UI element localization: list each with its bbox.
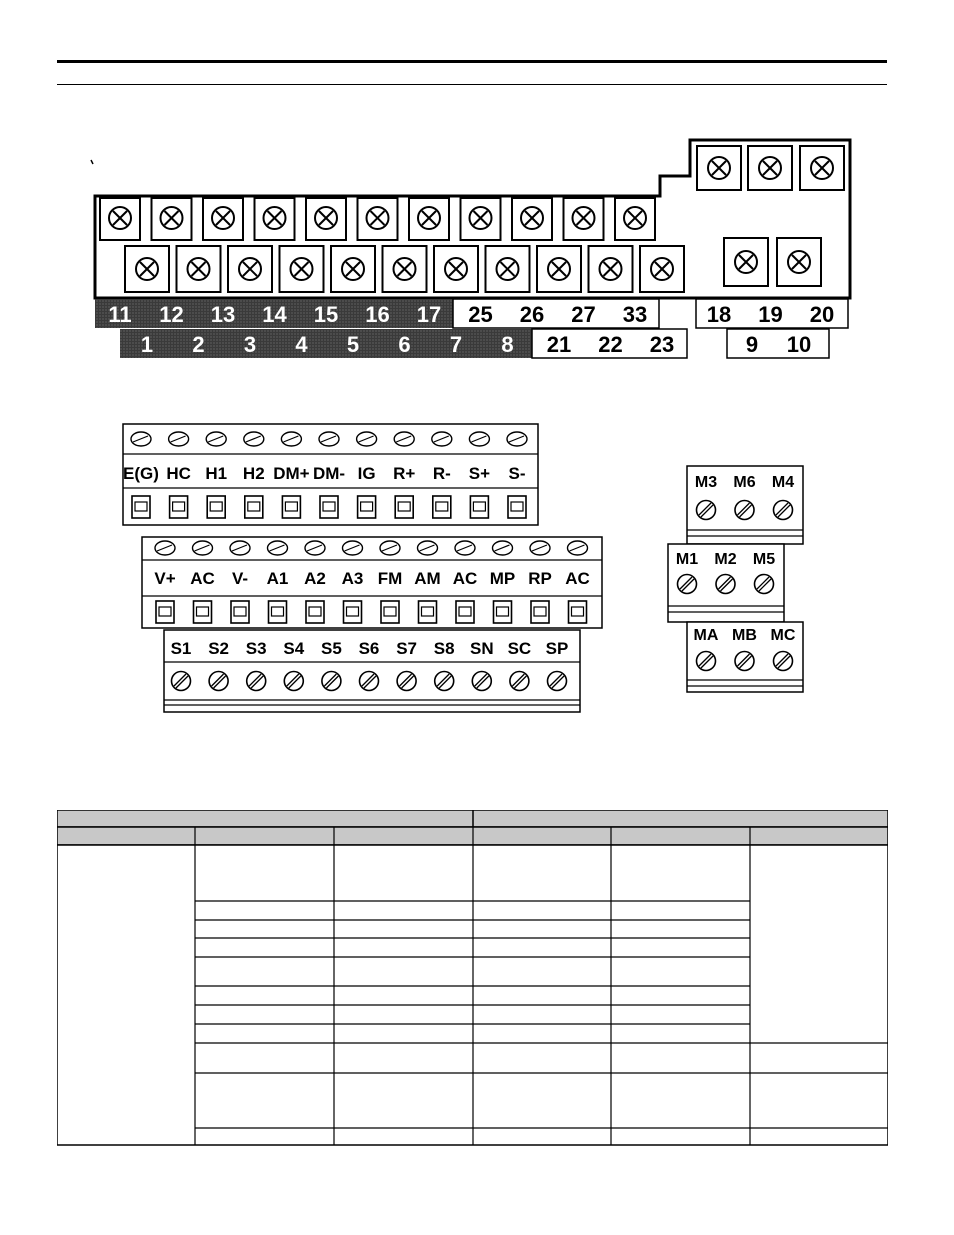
block-terminal-label: MA xyxy=(693,627,719,644)
row2-terminal-label: MP xyxy=(489,569,516,588)
row3-terminal-label: S8 xyxy=(433,639,455,658)
block-terminal-label: M4 xyxy=(771,474,795,491)
row2-clamp-icon xyxy=(269,601,287,623)
row2-screw-icon xyxy=(380,541,400,555)
old-upper-terminal-label: 26 xyxy=(519,302,545,327)
row1-terminal-label: DM- xyxy=(312,464,346,483)
block-terminal-label: M2 xyxy=(714,551,737,568)
row2-screw-icon xyxy=(493,541,513,555)
block-terminal-label: MC xyxy=(770,627,796,644)
old-upper-screw-icon xyxy=(161,207,183,229)
old-upper-terminal-label: 17 xyxy=(416,302,442,327)
old-lower-terminal-label: 7 xyxy=(449,332,463,357)
terminal-comparison-table xyxy=(57,810,888,1146)
row2-terminal-label: V- xyxy=(231,569,249,588)
old-upper-terminal-label: 14 xyxy=(262,302,287,327)
row3-terminal-label: S4 xyxy=(283,639,305,658)
stray-mark xyxy=(91,160,93,164)
row1-clamp-icon xyxy=(395,496,413,518)
row3-screw-icon xyxy=(209,672,228,691)
old-lower-screw-icon xyxy=(136,258,158,280)
old-lower-screw-icon xyxy=(651,258,673,280)
old-upper-screw-icon xyxy=(212,207,234,229)
old-lower-terminal-label: 23 xyxy=(649,332,675,357)
row1-clamp-icon xyxy=(320,496,338,518)
row2-screw-icon xyxy=(530,541,550,555)
block-screw-icon xyxy=(697,501,716,520)
row2-screw-icon xyxy=(568,541,588,555)
row1-clamp-icon xyxy=(470,496,488,518)
block-screw-icon xyxy=(735,501,754,520)
row2-screw-icon xyxy=(230,541,250,555)
row2-terminal-label: AM xyxy=(414,569,441,588)
block-terminal-label: M3 xyxy=(694,474,718,491)
row2-clamp-icon xyxy=(231,601,249,623)
old-lower-terminal-label: 21 xyxy=(546,332,572,357)
old-right-lower-terminal-label: 9 xyxy=(745,332,759,357)
row1-screw-icon xyxy=(281,432,301,446)
old-lower-screw-icon xyxy=(445,258,467,280)
old-upper-screw-icon xyxy=(573,207,595,229)
row2-terminal-label: AC xyxy=(190,569,215,588)
row3-terminal-label: S1 xyxy=(170,639,192,658)
old-upper-screw-icon xyxy=(315,207,337,229)
row3-screw-icon xyxy=(172,672,191,691)
row1-terminal-label: S- xyxy=(508,464,526,483)
row2-screw-icon xyxy=(343,541,363,555)
row2-clamp-icon xyxy=(306,601,324,623)
old-upper-terminal-label: 11 xyxy=(108,302,132,327)
old-upper-terminal-label: 15 xyxy=(313,302,339,327)
old-lower-screw-icon xyxy=(239,258,261,280)
row2-terminal-label: A1 xyxy=(266,569,289,588)
row2-screw-icon xyxy=(268,541,288,555)
block-screw-icon xyxy=(678,575,697,594)
row3-terminal-label: S6 xyxy=(358,639,380,658)
old-lower-screw-icon xyxy=(188,258,210,280)
row1-terminal-label: DM+ xyxy=(273,464,310,483)
row1-screw-icon xyxy=(131,432,151,446)
old-lower-terminal-label: 6 xyxy=(398,332,411,357)
old-lower-terminal-label: 1 xyxy=(140,332,154,357)
old-lower-screw-icon xyxy=(291,258,313,280)
row1-terminal-label: H1 xyxy=(205,464,228,483)
row1-screw-icon xyxy=(394,432,414,446)
row1-screw-icon xyxy=(469,432,489,446)
block-screw-icon xyxy=(716,575,735,594)
old-upper-terminal-label: 25 xyxy=(468,302,493,327)
old-upper-screw-icon xyxy=(418,207,440,229)
row2-clamp-icon xyxy=(531,601,549,623)
old-right-upper-terminal-label: 18 xyxy=(706,302,732,327)
row2-terminal-label: AC xyxy=(452,569,478,588)
old-terminal-board xyxy=(95,140,850,358)
row2-screw-icon xyxy=(305,541,325,555)
old-upper-terminal-label: 12 xyxy=(159,302,184,327)
new-terminal-row-2 xyxy=(142,537,602,628)
row1-screw-icon xyxy=(507,432,527,446)
old-upper-screw-icon xyxy=(521,207,543,229)
old-lower-screw-icon xyxy=(548,258,570,280)
row1-clamp-icon xyxy=(358,496,376,518)
row3-terminal-label: S2 xyxy=(208,639,229,658)
old-right-upper-terminal-label: 20 xyxy=(809,302,835,327)
row1-terminal-label: H2 xyxy=(242,464,265,483)
row1-terminal-label: E(G) xyxy=(123,464,159,483)
row1-screw-icon xyxy=(357,432,377,446)
block-terminal-label: M6 xyxy=(733,474,756,491)
row3-terminal-label: S3 xyxy=(245,639,267,658)
old-lower-terminal-label: 3 xyxy=(243,332,257,357)
old-lower-screw-icon xyxy=(600,258,622,280)
row1-clamp-icon xyxy=(245,496,263,518)
row2-screw-icon xyxy=(418,541,438,555)
old-right-upper-screw-icon xyxy=(759,157,781,179)
row1-terminal-label: R+ xyxy=(393,464,416,483)
row3-screw-icon xyxy=(322,672,341,691)
row2-clamp-icon xyxy=(569,601,587,623)
row2-screw-icon xyxy=(155,541,175,555)
row2-terminal-label: V+ xyxy=(154,569,176,588)
old-right-upper-terminal-label: 19 xyxy=(758,302,783,327)
row2-clamp-icon xyxy=(456,601,474,623)
block-screw-icon xyxy=(774,652,793,671)
new-terminal-row-3 xyxy=(164,630,580,712)
old-upper-screw-icon xyxy=(264,207,286,229)
row2-clamp-icon xyxy=(156,601,174,623)
row1-screw-icon xyxy=(432,432,452,446)
row1-terminal-label: IG xyxy=(357,464,376,483)
row2-clamp-icon xyxy=(194,601,212,623)
old-upper-screw-icon xyxy=(367,207,389,229)
old-upper-terminal-label: 33 xyxy=(622,302,648,327)
new-block-m3-m6-m4 xyxy=(687,466,803,544)
row2-clamp-icon xyxy=(344,601,362,623)
old-upper-terminal-label: 16 xyxy=(365,302,390,327)
row1-screw-icon xyxy=(244,432,264,446)
old-right-lower-screw-icon xyxy=(735,251,757,273)
row2-clamp-icon xyxy=(419,601,437,623)
row1-screw-icon xyxy=(206,432,226,446)
old-upper-terminal-label: 13 xyxy=(210,302,236,327)
row3-screw-icon xyxy=(360,672,379,691)
row3-terminal-label: S7 xyxy=(396,639,417,658)
row2-terminal-label: A2 xyxy=(304,569,326,588)
old-upper-terminal-label: 27 xyxy=(571,302,596,327)
block-screw-icon xyxy=(735,652,754,671)
row1-clamp-icon xyxy=(433,496,451,518)
row1-terminal-label: HC xyxy=(166,464,191,483)
old-upper-screw-icon xyxy=(470,207,492,229)
row2-terminal-label: A3 xyxy=(341,569,364,588)
row3-terminal-label: SP xyxy=(545,639,569,658)
row3-terminal-label: SN xyxy=(469,639,494,658)
old-right-upper-screw-icon xyxy=(811,157,833,179)
row2-clamp-icon xyxy=(494,601,512,623)
row1-clamp-icon xyxy=(132,496,150,518)
block-screw-icon xyxy=(697,652,716,671)
new-block-m1-m2-m5 xyxy=(668,544,784,622)
row2-screw-icon xyxy=(193,541,213,555)
row3-screw-icon xyxy=(247,672,266,691)
old-lower-screw-icon xyxy=(394,258,416,280)
row1-clamp-icon xyxy=(207,496,225,518)
old-lower-label-bar-dark xyxy=(120,329,532,358)
row1-clamp-icon xyxy=(508,496,526,518)
row1-clamp-icon xyxy=(170,496,188,518)
row2-terminal-label: FM xyxy=(377,569,403,588)
old-lower-terminal-label: 5 xyxy=(346,332,360,357)
row2-screw-icon xyxy=(455,541,475,555)
row3-screw-icon xyxy=(397,672,416,691)
old-right-upper-screw-icon xyxy=(708,157,730,179)
old-lower-terminal-label: 22 xyxy=(598,332,623,357)
row1-screw-icon xyxy=(169,432,189,446)
new-block-ma-mb-mc xyxy=(687,622,803,692)
old-right-lower-terminal-label: 10 xyxy=(786,332,812,357)
table-grid xyxy=(57,810,888,1146)
row1-terminal-label: R- xyxy=(432,464,451,483)
row3-screw-icon xyxy=(284,672,303,691)
row1-terminal-label: S+ xyxy=(468,464,491,483)
row2-clamp-icon xyxy=(381,601,399,623)
old-right-lower-label-bar xyxy=(727,329,829,358)
old-lower-screw-icon xyxy=(342,258,364,280)
row3-screw-icon xyxy=(548,672,567,691)
old-upper-screw-icon xyxy=(109,207,131,229)
block-terminal-label: M1 xyxy=(675,551,699,568)
old-lower-screw-icon xyxy=(497,258,519,280)
block-terminal-label: MB xyxy=(732,627,757,644)
old-lower-terminal-label: 8 xyxy=(501,332,514,357)
row1-clamp-icon xyxy=(282,496,300,518)
old-upper-screw-icon xyxy=(624,207,646,229)
row2-terminal-label: RP xyxy=(528,569,552,588)
old-lower-terminal-label: 4 xyxy=(295,332,308,357)
block-terminal-label: M5 xyxy=(752,551,776,568)
row3-screw-icon xyxy=(510,672,529,691)
old-right-lower-screw-icon xyxy=(788,251,810,273)
row3-screw-icon xyxy=(435,672,454,691)
row3-screw-icon xyxy=(472,672,491,691)
row2-terminal-label: AC xyxy=(565,569,590,588)
row3-terminal-label: S5 xyxy=(321,639,342,658)
new-terminal-row-1 xyxy=(123,424,538,525)
row1-screw-icon xyxy=(319,432,339,446)
block-screw-icon xyxy=(774,501,793,520)
old-lower-terminal-label: 2 xyxy=(192,332,205,357)
block-screw-icon xyxy=(755,575,774,594)
row3-terminal-label: SC xyxy=(507,639,532,658)
